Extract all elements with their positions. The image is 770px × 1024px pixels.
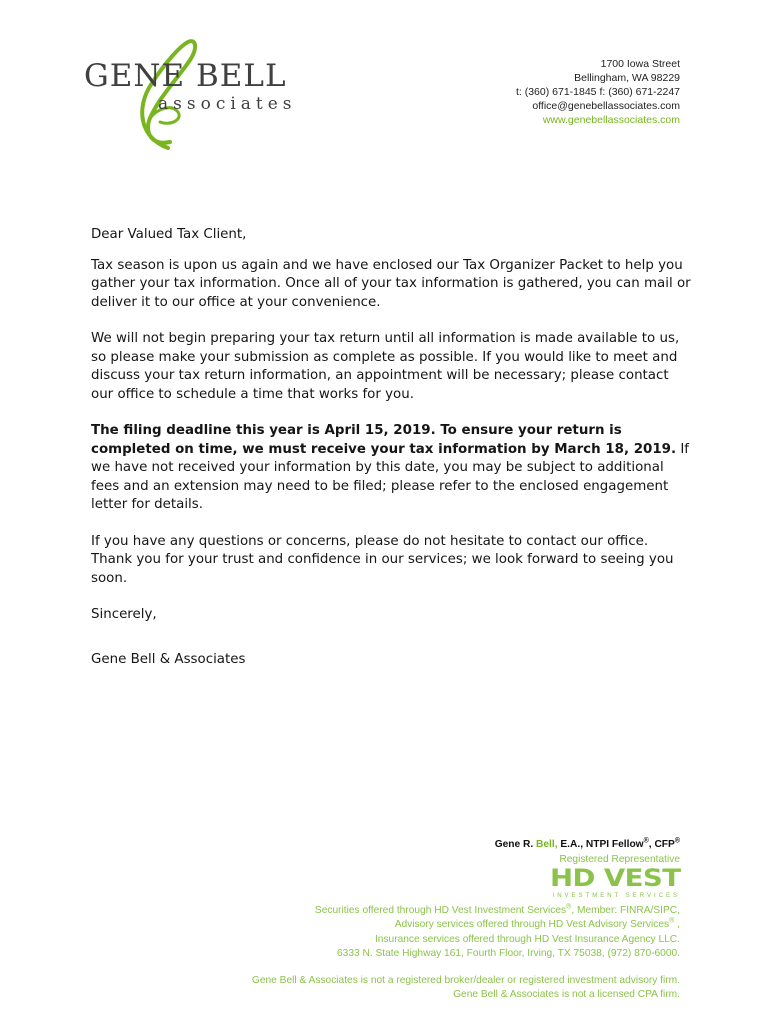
signature-name: Gene Bell & Associates [91,651,246,667]
address-line-2: Bellingham, WA 98229 [574,72,680,84]
paragraph-3 [91,422,691,515]
logo-name-text: GENE BELL [84,58,287,94]
advisory-text: Advisory services offered through HD Vest Advisory Services [394,919,670,930]
registered-representative: Registered Representative [559,853,680,865]
paragraph-3-rest: If we have not received your information by this date, you may be subject to additional fees and an extension may need to be filed; please refer to the enclosed engagement letter for details. [91,441,689,512]
hd-vest-logo-subtitle: INVESTMENT SERVICES [552,892,680,899]
footer-block [252,838,680,1003]
contact-block [516,57,680,127]
website-link[interactable]: www.genebellassociates.com [542,114,680,126]
advisor-signature [252,838,680,853]
registered-mark: ® [674,837,680,845]
disclaimer-broker: Gene Bell & Associates is not a registered broker/dealer or registered investment advisory firm. [251,974,680,986]
hd-vest-logo: HD VEST [549,864,680,892]
registered-mark: ® [643,837,649,845]
address-line: 6333 N. State Highway 161, Fourth Floor, Irving, TX 75038, (972) 870-6000. [337,948,680,959]
phone-fax: t: (360) 671-1845 f: (360) 671-2247 [515,86,680,98]
logo-sub-text: associates [158,94,297,114]
securities-text: Securities offered through HD Vest Investment Services [314,904,567,916]
closing: Sincerely, [91,607,157,622]
deadline-notice: The filing deadline this year is April 15, 2019. To ensure your return is completed on time, we must receive your tax information by March 18, 2019. [91,423,677,457]
letter-body [91,226,691,687]
registered-mark: ® [669,917,675,925]
advisor-credentials-cfp: , CFP [648,839,675,850]
paragraph-4: If you have any questions or concerns, please do not hesitate to contact our office. Thank you for your trust and confidence in our services; we look forward to seeing you soon. [91,533,674,586]
securities-member-text: , Member: FINRA/SIPC, [571,904,680,916]
registered-mark: ® [566,903,572,911]
paragraph-1: Tax season is upon us again and we have enclosed our Tax Organizer Packet to help you gather your tax information. Once all of your tax information is gathered, you can mail or deliver it to our office at your convenience. [91,257,691,310]
email-address: office@genebellassociates.com [532,100,680,112]
address-line-1: 1700 Iowa Street [600,58,680,70]
advisory-comma: , [674,919,680,930]
company-logo [80,38,297,150]
advisory-line [252,918,680,933]
salutation: Dear Valued Tax Client, [91,227,247,242]
insurance-line: Insurance services offered through HD Vest Insurance Agency LLC. [374,933,680,945]
advisor-last-name: Bell, [536,839,558,850]
securities-line [252,904,680,919]
disclaimer-cpa: Gene Bell & Associates is not a licensed CPA firm. [453,989,680,1000]
paragraph-2: We will not begin preparing your tax return until all information is made available to us, so please make your submission as complete as possible. If you would like to meet and discuss your tax return information, an appointment will be necessary; please contact our office to schedule a time that works for you. [91,331,680,402]
advisor-first-name: Gene R. [494,839,534,850]
advisor-credentials: E.A., NTPI Fellow [560,839,644,850]
